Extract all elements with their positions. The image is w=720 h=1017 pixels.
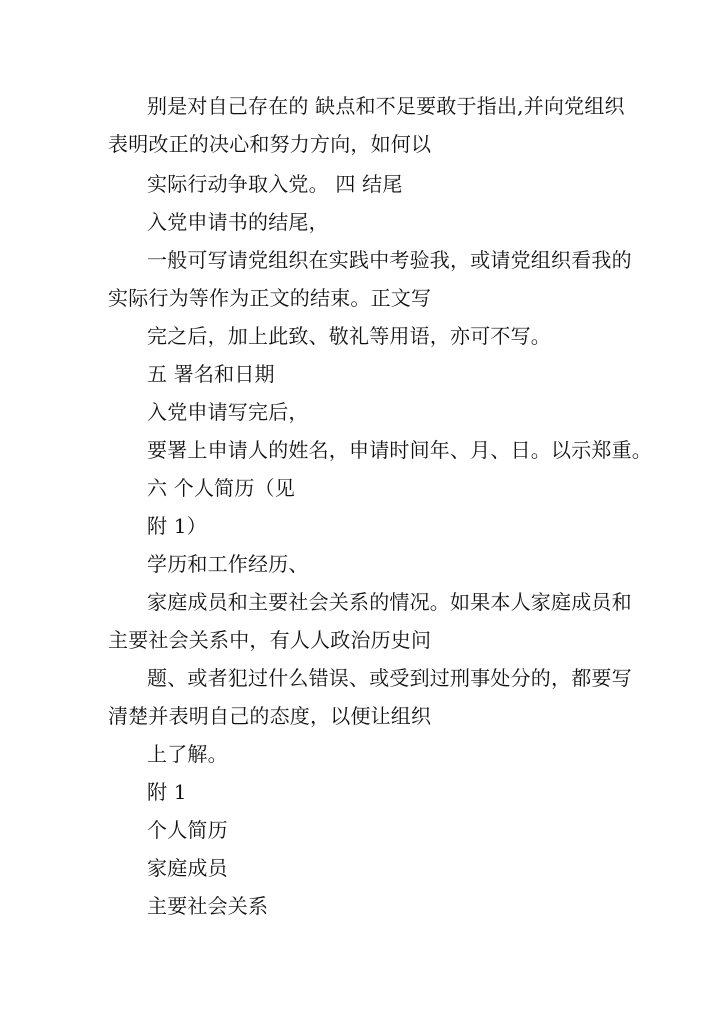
section-heading: 五 署名和日期 bbox=[147, 362, 275, 386]
text-line: 一般可写请党组织在实践中考验我，或请党组织看我的 bbox=[147, 248, 632, 272]
appendix-item: 主要社会关系 bbox=[147, 894, 269, 918]
text-line: 别是对自己存在的 缺点和不足要敢于指出,并向党组织 bbox=[147, 94, 625, 118]
text-line: 附 1） bbox=[147, 514, 207, 538]
appendix-item: 家庭成员 bbox=[147, 856, 228, 880]
appendix-item: 个人简历 bbox=[147, 818, 228, 842]
text-line: 完之后，加上此致、敬礼等用语，亦可不写。 bbox=[147, 324, 551, 348]
text-line: 实际行动争取入党。 四 结尾 bbox=[147, 172, 403, 196]
text-line: 题、或者犯过什么错误、或受到过刑事处分的，都要写 bbox=[147, 666, 632, 690]
text-line: 家庭成员和主要社会关系的情况。如果本人家庭成员和 bbox=[147, 590, 632, 614]
text-line: 入党申请书的结尾， bbox=[147, 210, 329, 234]
text-line: 表明改正的决心和努力方向，如何以 bbox=[108, 132, 432, 156]
text-line: 上了解。 bbox=[147, 742, 228, 766]
text-line: 入党申请写完后， bbox=[147, 400, 309, 424]
text-line: 实际行为等作为正文的结束。正文写 bbox=[108, 286, 432, 310]
section-heading: 六 个人简历（见 bbox=[147, 476, 295, 500]
text-line: 主要社会关系中，有人人政治历史问 bbox=[108, 628, 432, 652]
text-line: 要署上申请人的姓名，申请时间年、月、日。以示郑重。 bbox=[147, 438, 652, 462]
text-line: 学历和工作经历、 bbox=[147, 552, 309, 576]
appendix-label: 附 1 bbox=[147, 780, 187, 804]
text-line: 清楚并表明自己的态度，以便让组织 bbox=[108, 704, 432, 728]
